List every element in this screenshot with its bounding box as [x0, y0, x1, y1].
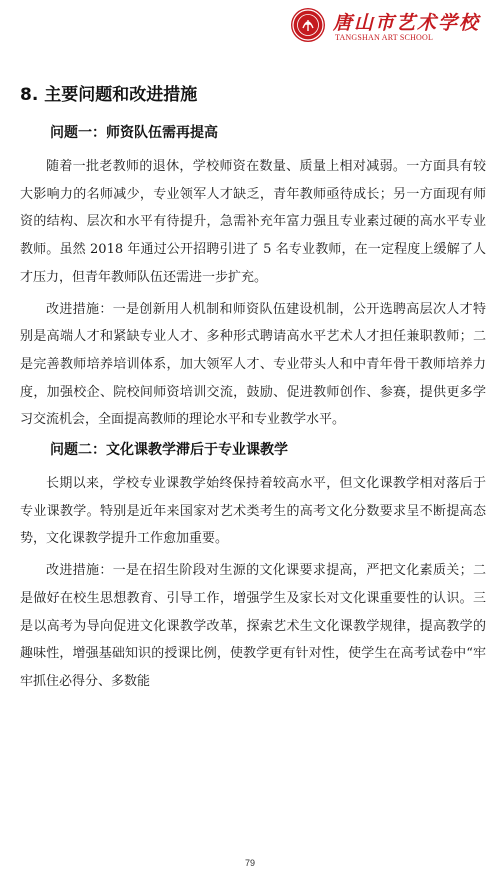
- problem-two-measures: 改进措施：一是在招生阶段对生源的文化课要求提高，严把文化素质关；二是做好在校生思想教育、引导工作，增强学生及家长对文化课重要性的认识。三是以高考为导向促进文化课教学改革，探索艺术生文化课教学规律，提高教学的趣味性，增强基础知识的授课比例，使教学更有针对性，使学生在高考试卷中“牢牢抓住必得分、多数能: [20, 563, 486, 689]
- problem-one-measures: 改进措施：一是创新用人机制和师资队伍建设机制，公开选聘高层次人才特别是高端人才和紧缺专业人才、多种形式聘请高水平艺术人才担任兼职教师；二是完善教师培养培训体系，加大领军人才、专业带头人和中青年骨干教师培养力度，加强校企、院校间师资培训交流，鼓励、促进教师创作、参赛，提供更多学习交流机会，全面提高教师的理论水平和专业教学水平。: [20, 301, 486, 428]
- problem-one-title: 问题一：师资队伍需再提高: [50, 125, 218, 141]
- problem-two-title: 问题二：文化课教学滞后于专业课教学: [50, 442, 288, 459]
- school-seal-icon: [291, 8, 325, 42]
- section-title: 8. 主要问题和改进措施: [20, 85, 198, 105]
- page-number: 79: [244, 858, 255, 868]
- page-header: [0, 0, 500, 60]
- problem-one-description: 随着一批老教师的退休，学校师资在数量、质量上相对减弱。一方面具有较大影响力的名师减少，专业领军人才缺乏，青年教师亟待成长；另一方面现有师资的结构、层次和水平有待提升，急需补充年富力强且专业素过硬的高水平专业教师。虽然 2018 年通过公开招聘引进了 5 名专业教师，在一定程度上缓解了人才压力，但青年教师队伍还需进一步扩充。: [20, 159, 486, 285]
- document-body: [20, 70, 486, 700]
- school-logo: [291, 8, 481, 48]
- problem-two-description: 长期以来，学校专业课教学始终保持着较高水平，但文化课教学相对落后于专业课教学。特别是近年来国家对艺术类考生的高考文化分数要求呈不断提高态势，文化课教学提升工作愈加重要。: [20, 476, 486, 547]
- school-name-cn: 唐山市艺术学校: [333, 12, 481, 34]
- school-name-en: TANGSHAN ART SCHOOL: [335, 33, 434, 42]
